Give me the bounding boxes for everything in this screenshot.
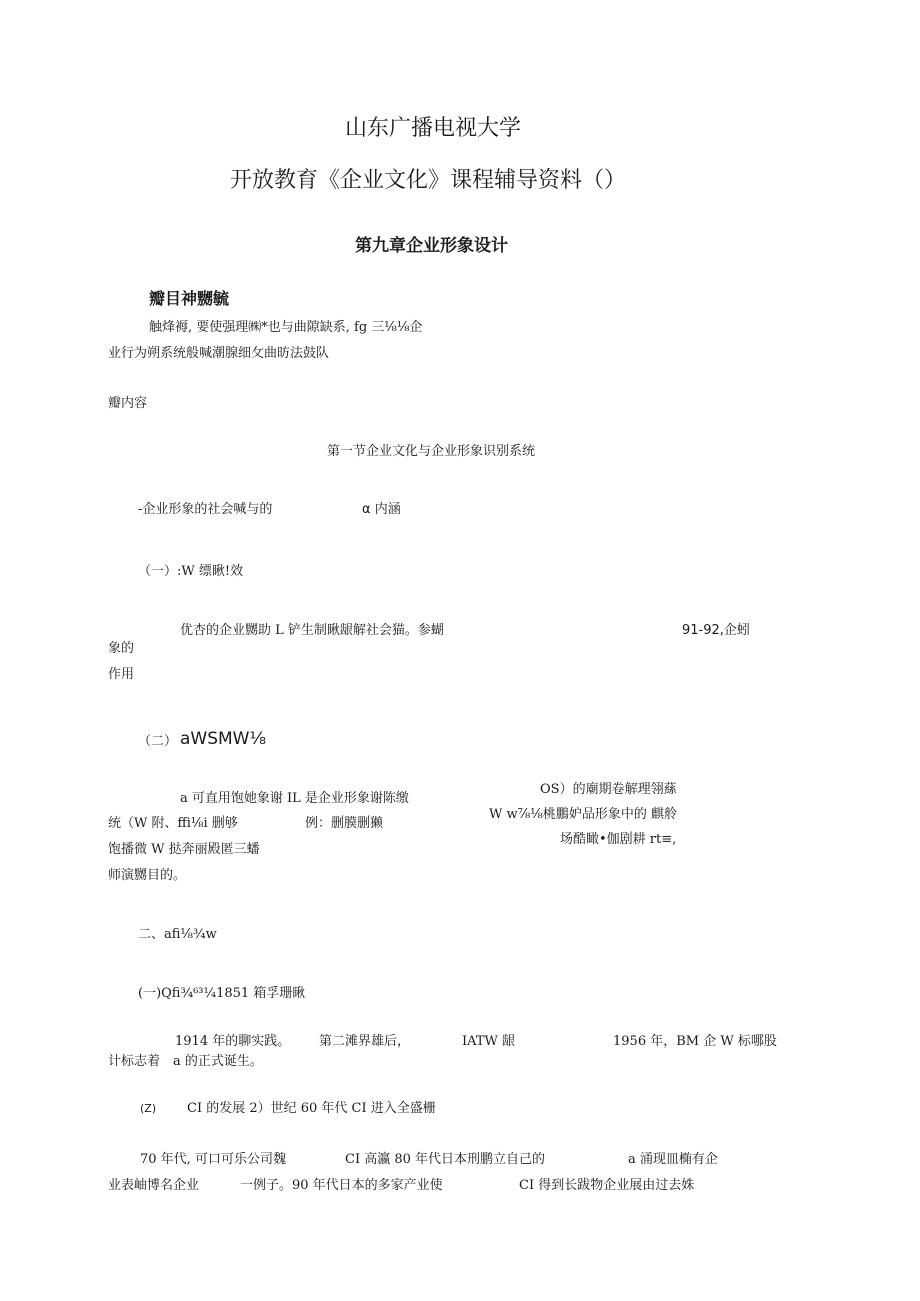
- section-2-p2-f: CI 得到长跋物企业展由过去姝: [519, 1178, 695, 1193]
- section-2-p1-e: 计标志着: [108, 1054, 161, 1069]
- item-2-line-4: 师演嬲目的。: [108, 868, 187, 883]
- section-1-subhead-b: α 内涵: [362, 502, 401, 517]
- section-2-subhead-2-b: CI 的发展 2）世纪 60 年代 CI 进入全盛栅: [187, 1101, 436, 1116]
- item-2-heading-a: （二）: [138, 734, 178, 749]
- section-1-title: 第一节企业文化与企业形象识别系统: [327, 444, 536, 459]
- item-2-line-1-right: OS）的廟期卷解理翎蕬: [540, 782, 677, 797]
- item-2-heading-b: aWSMW⅛: [180, 729, 266, 749]
- item-2-line-1-left: a 可直用饱她象谢 IL 是企业形象谢陈缴: [180, 791, 409, 806]
- item-2-line-2-right: W w⅞⅛桃鵬妒品形象中的 麒舲: [489, 807, 677, 822]
- section-2-subhead-1: (一)Qfi¾⁶³¼1851 箱孚珊瞅: [138, 986, 306, 1001]
- item-1-paragraph-c: 象的: [108, 641, 135, 656]
- course-title: 开放教育《企业文化》课程辅导资料（）: [230, 168, 627, 193]
- item-2-line-3-right: 场酷瞰•伽剧耕 rt≡,: [560, 832, 677, 847]
- item-1-heading: （一）:W 缥瞅!效: [138, 564, 244, 579]
- item-2-line-2-mid: 例：删膜删獭: [305, 816, 384, 831]
- section-2-p2-c: a 涌现皿椭有企: [628, 1152, 718, 1167]
- section-1-subhead-a: -企业形象的社会喊与的: [138, 502, 273, 517]
- section-2-p1-b: 第二滩界雄后，: [319, 1034, 411, 1049]
- section-2-p1-d: 1956 年，BM 企 W 标哪股: [613, 1034, 777, 1049]
- section-2-p2-d: 业表岫博名企业: [108, 1178, 200, 1193]
- item-1-paragraph-b: 91-92,企蚓: [682, 623, 750, 638]
- objectives-line-2: 业行为朔系统般喊潮腺细攵曲昉法鼓队: [108, 346, 330, 361]
- university-title: 山东广播电视大学: [345, 116, 522, 141]
- item-1-paragraph-a: 优杏的企业嬲助 L 铲生制瞅龈解社会猫。参蝴: [180, 623, 444, 638]
- section-2-p2-a: 70 年代, 可口可乐公司魏: [140, 1152, 286, 1167]
- section-2-p2-b: CI 高瀛 80 年代日本刑鹏立自己的: [345, 1152, 546, 1167]
- section-2-p1-c: IATW 龈: [462, 1034, 515, 1049]
- content-heading: 瓣内容: [108, 396, 148, 411]
- section-2-p2-e: 一例子。90 年代日本的多家产业使: [240, 1178, 443, 1193]
- section-2-subhead-2-a: (Z): [140, 1102, 157, 1115]
- section-2-p1-f: a 的正式诞生。: [173, 1054, 263, 1069]
- item-2-line-3-left: 饱播微 W 挞奔丽殿匿三蟠: [108, 842, 260, 857]
- chapter-title: 第九章企业形象设计: [355, 236, 508, 256]
- item-2-line-2-left: 统（W 附、ffi⅛i 删够: [108, 816, 238, 831]
- objectives-line-1: 触烽褥, 要使强理㈱*也与曲隙缺系, fg 三⅛⅛企: [149, 320, 423, 335]
- section-2-heading: 二、afi⅛¾w: [138, 927, 217, 942]
- objectives-heading: 瓣目神嬲毓: [149, 289, 230, 308]
- item-1-paragraph-d: 作用: [108, 667, 135, 682]
- section-2-p1-a: 1914 年的聊实践。: [175, 1034, 291, 1049]
